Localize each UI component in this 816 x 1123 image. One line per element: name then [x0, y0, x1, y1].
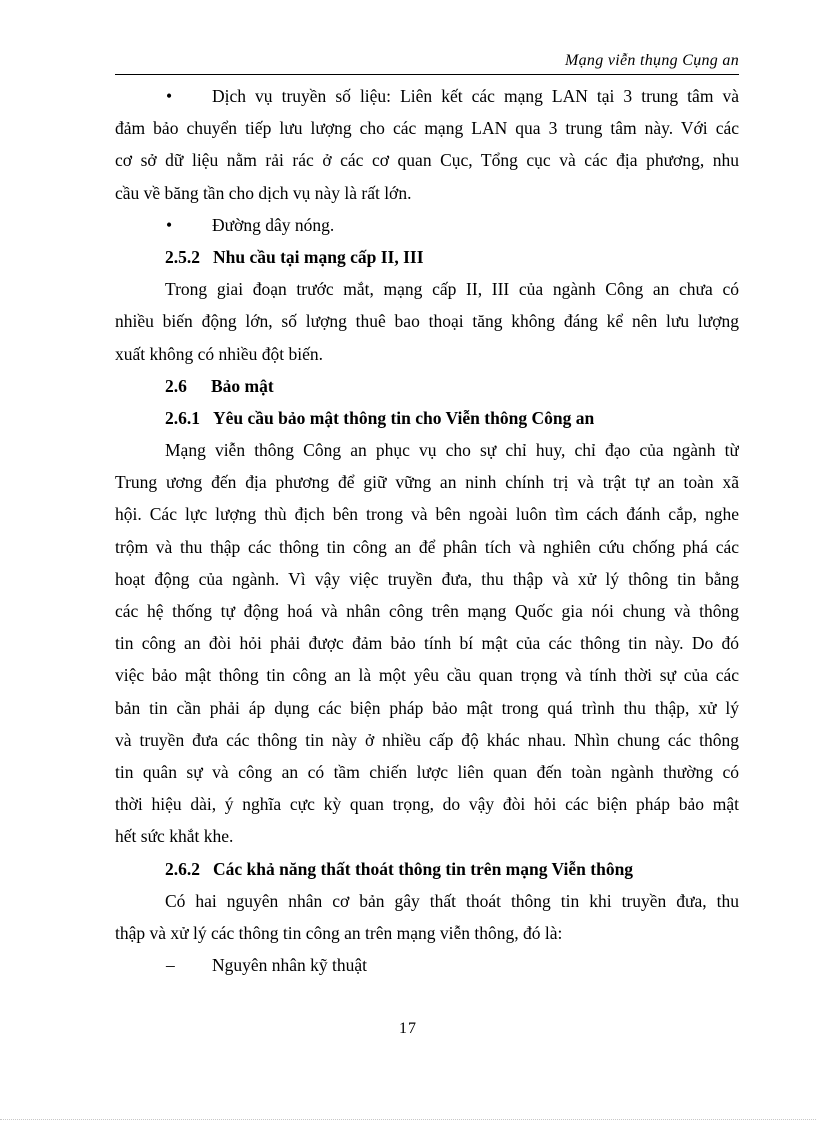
paragraph-line: thời hiệu dài, ý nghĩa cực kỳ quan trọng, do vậy đòi hỏi các biện pháp bảo mật — [115, 794, 739, 815]
heading-text: Bảo mật — [211, 375, 274, 396]
paragraph-line: nhiều biến động lớn, số lượng thuê bao thoại tăng không đáng kể nên lưu lượng — [115, 311, 739, 332]
paragraph-line: đảm bảo chuyển tiếp lưu lượng cho các mạng LAN qua 3 trung tâm này. Với các — [115, 118, 739, 139]
dash-icon: – — [166, 955, 175, 976]
page-body — [115, 80, 739, 981]
paragraph-line: hội. Các lực lượng thù địch bên trong và bên ngoài luôn tìm cách đánh cắp, nghe — [115, 504, 739, 525]
paragraph-line: Đường dây nóng. — [212, 214, 335, 235]
paragraph-line: thập và xử lý các thông tin công an trên mạng viễn thông, đó là: — [115, 922, 563, 943]
bullet-icon: • — [166, 214, 173, 235]
paragraph-line: trộm và thu thập các thông tin công an để phân tích và nghiên cứu chống phá các — [115, 536, 739, 557]
page-header — [115, 50, 739, 75]
paragraph-line: hoạt động của ngành. Vì vậy việc truyền đưa, thu thập và xử lý thông tin bằng — [115, 568, 739, 589]
paragraph-line: bản tin cần phải áp dụng các biện pháp bảo mật trong quá trình thu thập, xử lý — [115, 697, 739, 718]
header-title: Mạng viễn thụng Cụng an — [565, 52, 739, 69]
paragraph-line: Trong giai đoạn trước mắt, mạng cấp II, III của ngành Công an chưa có — [165, 279, 739, 300]
paragraph-line: việc bảo mật thông tin công an là một yêu cầu quan trọng và tính thời sự của các — [115, 665, 739, 686]
bullet-item — [115, 80, 739, 112]
paragraph-line: Trung ương đến địa phương để giữ vững an ninh chính trị và trật tự an toàn xã — [115, 472, 739, 493]
paragraph-line: Nguyên nhân kỹ thuật — [212, 955, 368, 976]
heading-text: Yêu cầu bảo mật thông tin cho Viễn thông Công an — [213, 407, 595, 428]
heading-number: 2.5.2 — [165, 246, 200, 267]
section-heading-2-5-2 — [115, 241, 739, 273]
paragraph-line: tin công an đòi hỏi phải được đảm bảo tính bí mật của các thông tin này. Do đó — [115, 633, 739, 654]
dash-item — [115, 949, 739, 981]
paragraph-line: cơ sở dữ liệu nằm rải rác ở các cơ quan Cục, Tổng cục và các địa phương, nhu — [115, 150, 739, 171]
bullet-icon: • — [166, 86, 173, 106]
heading-number: 2.6.1 — [165, 407, 200, 428]
bullet-item — [115, 209, 739, 241]
heading-number: 2.6 — [165, 375, 187, 396]
heading-text: Nhu cầu tại mạng cấp II, III — [213, 246, 424, 267]
section-heading-2-6 — [115, 370, 739, 402]
paragraph-line: Có hai nguyên nhân cơ bản gây thất thoát thông tin khi truyền đưa, thu — [165, 890, 739, 911]
bottom-divider — [0, 1119, 816, 1120]
paragraph-line: Mạng viễn thông Công an phục vụ cho sự chỉ huy, chỉ đạo của ngành từ — [165, 440, 739, 461]
page-number: 17 — [399, 1020, 417, 1037]
paragraph-line: hết sức khắt khe. — [115, 826, 234, 847]
paragraph-line: tin quân sự và công an có tầm chiến lược liên quan đến toàn ngành thường có — [115, 761, 739, 782]
paragraph-line: và truyền đưa các thông tin này ở nhiều cấp độ khác nhau. Nhìn chung các thông — [115, 729, 739, 750]
paragraph-line: xuất không có nhiều đột biến. — [115, 343, 324, 364]
paragraph-line: Dịch vụ truyền số liệu: Liên kết các mạng LAN tại 3 trung tâm và — [212, 86, 739, 106]
paragraph-line: các hệ thống tự động hoá và nhân công trên mạng Quốc gia nói chung và thông — [115, 601, 739, 621]
paragraph-line: cầu về băng tần cho dịch vụ này là rất lớn. — [115, 182, 412, 203]
heading-number: 2.6.2 — [165, 858, 200, 879]
section-heading-2-6-2 — [115, 853, 739, 885]
heading-text: Các khả năng thất thoát thông tin trên mạng Viễn thông — [213, 858, 634, 879]
section-heading-2-6-1 — [115, 402, 739, 434]
